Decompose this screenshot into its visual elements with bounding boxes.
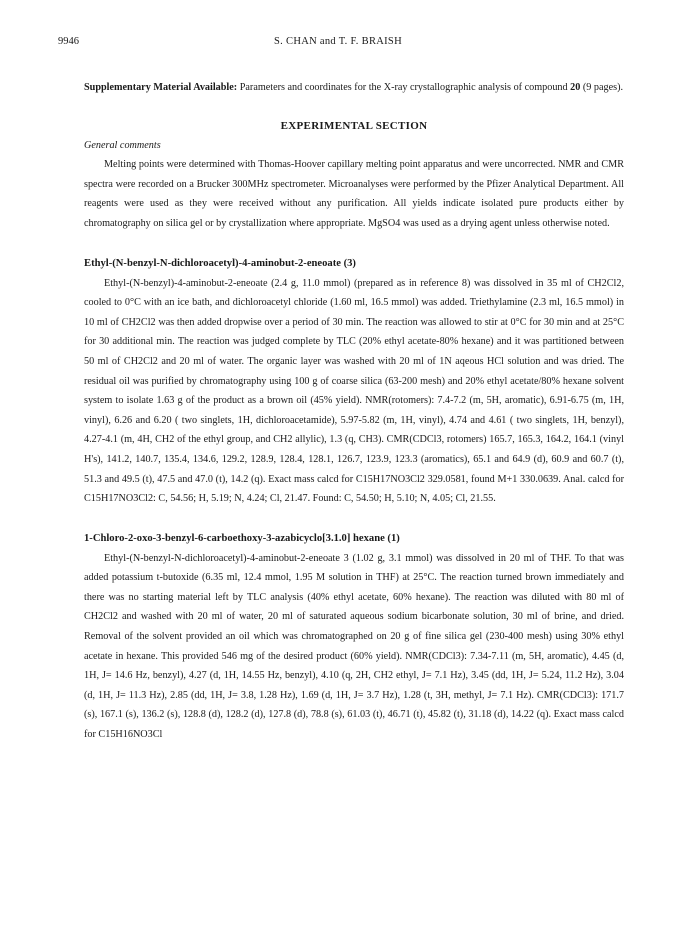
compound-1-procedure: Ethyl-(N-benzyl-N-dichloroacetyl)-4-aminobut-2-eneoate 3 (1.02 g, 3.1 mmol) was dissolved in 20 ml of THF. To that was added potassium t-butoxide (6.35 ml, 12.4 mmol, 1.95 M solution in THF) at 25°C. The reaction turned brown immediately and there was no starting material left by TLC analysis (40% ethyl acetate, 60% hexane). The reaction was diluted with 80 ml of CH2Cl2 and washed with 20 ml of water, 20 ml of saturated aqueous sodium bicarbonate solution, 30 ml of brine, and dried. Removal of the solvent provided an oil which was chromatographed on 20 g of fine silica gel (230-400 mesh) using 30% ethyl acetate in hexane. This provided 546 mg of the desired product (60% yield). NMR(CDCl3): 7.34-7.11 (m, 5H, aromatic), 4.45 (d, 1H, J= 14.6 Hz, benzyl), 4.27 (d, 1H, 14.55 Hz, benzyl), 4.10 (q, 2H, CH2 ethyl, J= 7.1 Hz), 3.45 (dd, 1H, J= 5.24, 11.2 Hz), 3.04 (d, 1H, J= 11.3 Hz), 2.85 (dd, 1H, J= 3.8, 1.28 Hz), 1.69 (d, 1H, J= 3.7 Hz), 1.28 (t, 3H, methyl, J= 7.1 Hz). CMR(CDCl3): 171.7 (s), 167.1 (s), 136.2 (s), 128.8 (d), 128.2 (d), 127.8 (d), 78.8 (s), 61.03 (t), 46.71 (t), 45.82 (t), 31.18 (d), 14.22 (q). Exact mass calcd for C15H16NO3Cl	[84, 552, 624, 741]
supplementary-text: Parameters and coordinates for the X-ray crystallographic analysis of compound	[237, 82, 571, 93]
page-header	[58, 36, 618, 50]
compound-3-title: Ethyl-(N-benzyl-N-dichloroacetyl)-4-aminobut-2-eneoate (3)	[84, 257, 356, 269]
supplementary-label: Supplementary Material Available:	[84, 82, 238, 93]
supplementary-material-note	[84, 78, 624, 98]
section-title: EXPERIMENTAL SECTION	[280, 119, 428, 132]
general-comments-heading: General comments	[84, 139, 161, 151]
supplementary-tail: (9 pages).	[580, 82, 624, 93]
general-comments-paragraph: Melting points were determined with Thomas-Hoover capillary melting point apparatus and were uncorrected. NMR and CMR spectra were recorded on a Brucker 300MHz spectrometer. Microanalyses were performed by the Pfizer Analytical Department. All reagents were used as they were received without any purification. All yields indicate isolated pure products either by chromatography on silica gel or by crystallization where appropriate. MgSO4 was used as a drying agent unless otherwise noted.	[84, 159, 624, 229]
article-body	[84, 78, 624, 745]
compound-1-title: 1-Chloro-2-oxo-3-benzyl-6-carboethoxy-3-azabicyclo[3.1.0] hexane (1)	[84, 532, 400, 544]
compound-3-procedure: Ethyl-(N-benzyl)-4-aminobut-2-eneoate (2.4 g, 11.0 mmol) (prepared as in reference 8) was dissolved in 35 ml of CH2Cl2, cooled to 0°C with an ice bath, and dichloroacetyl chloride (1.60 ml, 16.5 mmol) was added. Triethylamine (2.3 ml, 16.5 mmol) in 10 ml of CH2Cl2 was then added dropwise over a period of 30 min. The reaction was allowed to stir at 0°C for 30 min and at 25°C for 30 additional min. The reaction was judged complete by TLC (20% ethyl acetate-80% hexane) and it was partitioned between 50 ml of CH2Cl2 and 20 ml of water. The organic layer was washed with 20 ml of 1N aqeous HCl solution and was dried. The residual oil was purified by chromatography using 100 g of coarse silica (63-200 mesh) and 20% ethyl acetate/80% hexane solvent system to isolate 1.63 g of the product as a brown oil (45% yield). NMR(rotomers): 7.4-7.2 (m, 5H, aromatic), 6.91-6.75 (m, 1H, vinyl), 6.26 and 6.20 ( two singlets, 1H, dichloroacetamide), 5.97-5.82 (m, 1H, vinyl), 4.74 and 4.61 ( two singlets, 1H, benzyl), 4.27-4.1 (m, 4H, CH2 of the ethyl group, and CH2 allylic), 1.3 (q, CH3). CMR(CDCl3, rotomers) 165.7, 165.3, 164.2, 164.1 (vinyl H's), 141.2, 140.7, 135.4, 134.6, 129.2, 128.9, 128.4, 128.1, 126.7, 123.9, 123.3 (aromatics), 65.1 and 64.9 (d), 60.9 and 60.7 (t), 51.3 and 49.5 (t), 47.5 and 47.0 (t), 14.2 (q). Exact mass calcd for C15H17NO3Cl2 329.0581, found M+1 330.0639. Anal. calcd for C15H17NO3Cl2: C, 54.56; H, 5.19; N, 4.24; Cl, 21.47. Found: C, 54.50; H, 5.10; N, 4.05; Cl, 21.55.	[84, 277, 624, 505]
running-head: S. CHAN and T. F. BRAISH	[274, 36, 402, 47]
supplementary-compound: 20	[570, 82, 581, 93]
page-number: 9946	[58, 36, 79, 47]
